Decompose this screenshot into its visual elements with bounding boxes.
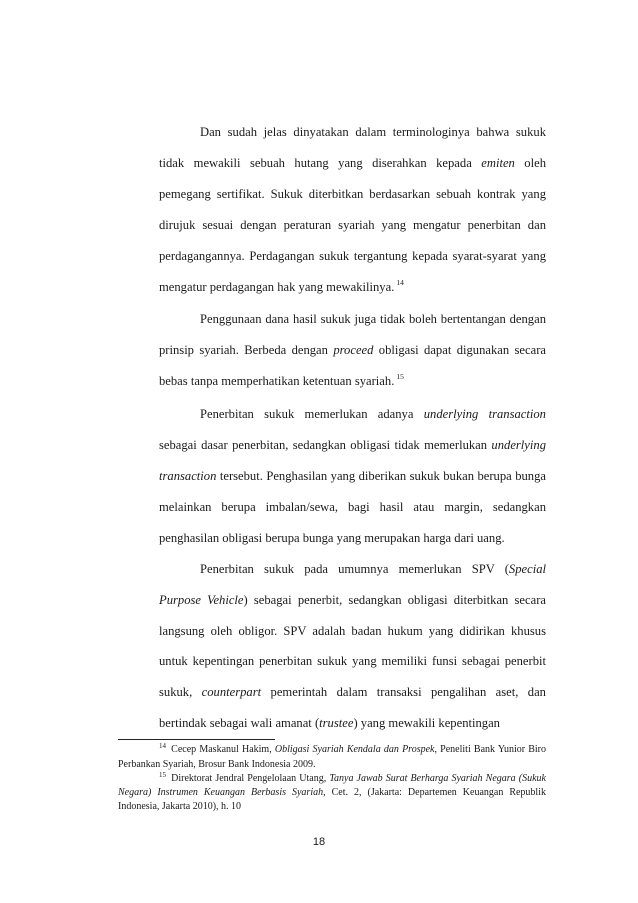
footnote-14 — [118, 743, 546, 772]
paragraph-4-text-2: ) sebagai penerbit, sedangkan obligasi diterbitkan secara langsung oleh obligor. SPV adalah badan hukum yang didirikan khusus untuk kepentingan penerbitan sukuk yang memiliki funsi sebagai penerbit sukuk, — [159, 592, 546, 700]
footnote-text: Cecep Maskanul Hakim, — [168, 744, 275, 755]
footnote-italic: Tanya Jawab Surat Berharga Syariah Negara (Sukuk Negara) Instrumen Keuangan Berbasis Syariah — [118, 772, 546, 799]
paragraph-4 — [159, 554, 546, 739]
paragraph-2-text-1: Penggunaan dana hasil sukuk juga tidak boleh bertentangan dengan prinsip syariah. Berbeda dengan — [159, 312, 546, 358]
paragraph-2-text-2: obligasi dapat digunakan secara bebas tanpa memperhatikan ketentuan syariah. — [159, 343, 546, 389]
paragraph-4-italic-1: Special Purpose Vehicle — [159, 561, 546, 607]
paragraph-1-text-1: Dan sudah jelas dinyatakan dalam terminologinya bahwa sukuk tidak mewakili sebuah hutang yang diserahkan kepada — [159, 125, 546, 170]
footnote-15 — [118, 772, 546, 814]
footnote-text: , Peneliti Bank Yunior Biro Perbankan Syariah, Brosur Bank Indonesia 2009. — [118, 744, 547, 770]
footnote-italic: Obligasi Syariah Kendala dan Prospek — [274, 744, 435, 755]
body-text — [159, 117, 546, 739]
paragraph-2-italic-1: proceed — [333, 343, 374, 358]
paragraph-1-text-2: oleh pemegang sertifikat. Sukuk diterbitkan berdasarkan sebuah kontrak yang dirujuk sesuai dengan peraturan syariah yang mengatur penerbitan dan perdagangannya. Perdagangan sukuk tergantung kepada syarat-syarat yang mengatur perdagangan hak yang mewakilinya. — [159, 155, 546, 294]
footnote-ref-14[interactable]: 14 — [396, 277, 404, 287]
footnotes — [118, 743, 546, 814]
footnote-number: 14 — [159, 742, 166, 750]
paragraph-3-text-1: Penerbitan sukuk memerlukan adanya — [200, 407, 424, 422]
footnote-ref-15[interactable]: 15 — [396, 372, 404, 382]
paragraph-4-text-1: Penerbitan sukuk pada umumnya memerlukan SPV ( — [200, 561, 509, 576]
paragraph-1-italic-1: emiten — [481, 155, 515, 170]
paragraph-2 — [159, 304, 546, 399]
footnote-text: Direktorat Jendral Pengelolaan Utang, — [168, 772, 330, 784]
paragraph-1 — [159, 117, 546, 304]
paragraph-4-text-4: ) yang mewakili kepentingan — [353, 716, 500, 731]
paragraph-3-italic-1: underlying transaction — [423, 407, 546, 422]
footnote-number: 15 — [159, 770, 166, 779]
page-number: 18 — [312, 836, 326, 848]
footnote-divider — [118, 739, 275, 740]
footnote-text: , Cet. 2, (Jakarta: Departemen Keuangan Republik Indonesia, Jakarta 2010), h. 10 — [118, 787, 546, 813]
paragraph-3-text-3: tersebut. Penghasilan yang diberikan sukuk bukan berupa bunga melainkan berupa imbalan/sewa, bagi hasil atau margin, sedangkan penghasilan obligasi berupa bunga yang merupakan harga dari uang. — [159, 468, 546, 545]
paragraph-4-italic-2: counterpart — [201, 685, 262, 700]
paragraph-3 — [159, 399, 546, 554]
paragraph-4-italic-3: trustee — [319, 716, 354, 731]
paragraph-3-italic-2: underlying transaction — [159, 438, 546, 483]
paragraph-3-text-2: sebagai dasar penerbitan, sedangkan obligasi tidak memerlukan — [159, 438, 492, 453]
paragraph-4-text-3: pemerintah dalam transaksi pengalihan aset, dan bertindak sebagai wali amanat ( — [159, 685, 546, 731]
